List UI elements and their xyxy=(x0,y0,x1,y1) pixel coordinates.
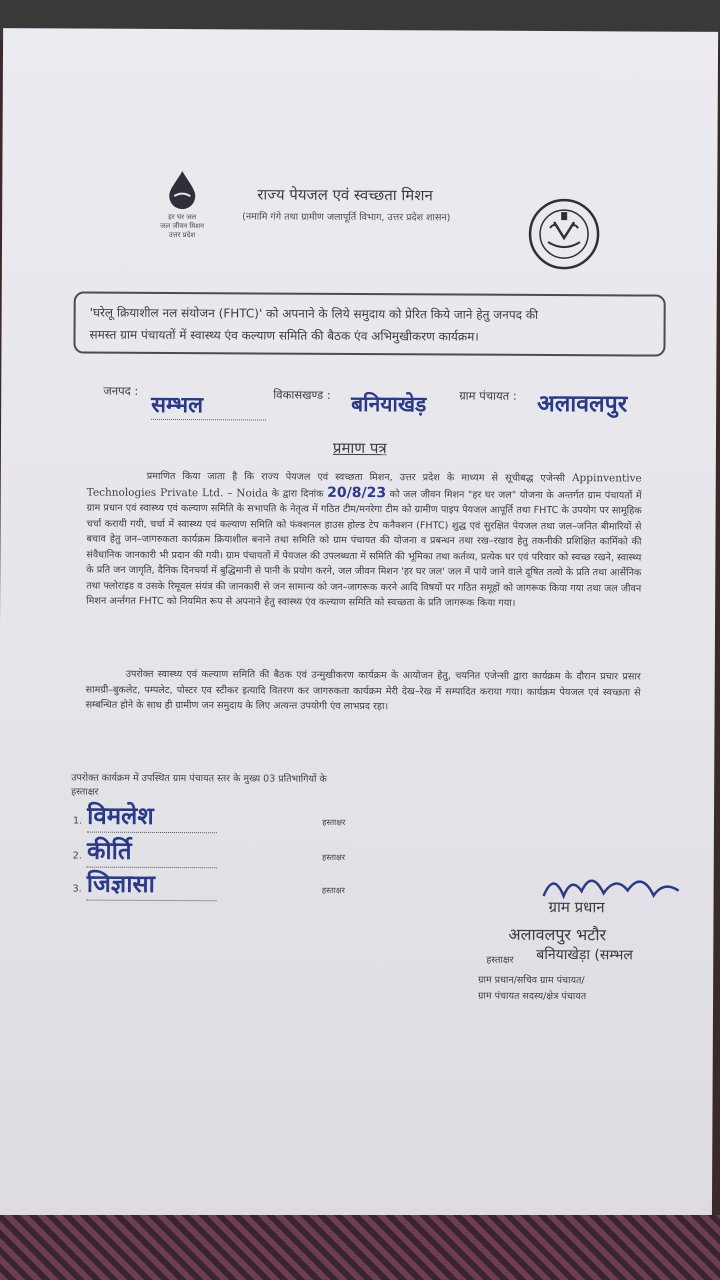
logo-tagline-2: जल जीवन मिशन xyxy=(160,221,205,231)
certificate-title: प्रमाण पत्र xyxy=(332,438,387,458)
participant-number: 2. xyxy=(72,850,82,862)
signatory-sign-label: हस्ताक्षर xyxy=(486,954,514,966)
program-line-2: समस्त ग्राम पंचायतों में स्वास्थ्य एंव कल्याण समिति की बैठक एंव अभिमुखीकरण कार्यक्रम। xyxy=(89,327,479,344)
har-ghar-jal-logo xyxy=(142,169,222,240)
participant-number: 1. xyxy=(72,815,83,827)
mission-subtitle: (नमामि गंगे तथा ग्रामीण जलापूर्ति विभाग, उत्तर प्रदेश शासन) xyxy=(242,211,451,224)
water-drop-icon xyxy=(165,169,199,209)
signatory-role-1: ग्राम प्रधान/सचिव ग्राम पंचायत/ xyxy=(478,974,585,987)
district-label: जनपद : xyxy=(103,383,139,398)
logo-tagline-3: उत्तर प्रदेश xyxy=(168,231,196,240)
up-government-seal-icon xyxy=(528,198,600,270)
village-label: ग्राम पंचायत : xyxy=(459,388,517,403)
participant-sign-label: हस्ताक्षर xyxy=(322,817,346,827)
paragraph-1-part-b: के द्वारा दिनांक xyxy=(271,488,324,500)
program-date: 20/8/23 xyxy=(327,484,387,501)
stamp-line-2: अलावलपुर भटौर xyxy=(508,924,607,945)
participant-row xyxy=(73,799,373,835)
background-carpet xyxy=(0,1215,720,1280)
paragraph-1-part-a: प्रमाणित किया जाता है कि राज्य पेयजल एवं स्वच्छता मिशन, उत्तर प्रदेश के माध्यम से सूचीबद्ध एजेन्सी xyxy=(146,470,565,485)
participants-intro-2: हस्ताक्षर xyxy=(71,786,99,798)
document-page xyxy=(0,28,718,1227)
mission-title: राज्य पेयजल एवं स्वच्छता मिशन xyxy=(257,185,433,205)
program-title-box xyxy=(73,292,665,357)
paragraph-1-part-c: को जल जीवन मिशन "हर घर जल" योजना के अन्तर्गत ग्राम पंचायतों में ग्राम प्रधान एवं स्वास्थ्य एवं कल्याण समिति के सभापति के नेतृत्व में गठित टीम/मनरेगा टीम को ग्रामीण पाइप पेयजल आपूर्ति तथा FHTC के उपयोग पर सामूहिक चर्चा करायी गयी, चर्चा में स्वास्थ्य एवं कल्याण समिति को फंक्शनल हाउस होल्ड टेप कनैक्शन (FHTC) शुद्ध एवं सुरक्षित पेयजल तथा जल–जनित बीमारियों से बचाव हेतु जन–जागरुकता कार्यक्रम क्रियाशील बनाने तथा समिति को ग्राम पंचायत की योजना व प्रबन्धन तथा रख–रखाव हेतु तकनीकी प्रशिक्षित कार्मिको की संवैधानिक जानकारी भी प्रदान की गयी। ग्राम पंचायतों में पेयजल की उपलब्धता में समिति की भूमिका तथा कर्तव्य, प्रत्येक घर एवं परिवार को स्वच्छ रखने, स्वास्थ्य के प्रति जन जागृति, दैनिक दिनचर्या में बुद्धिमानी से पानी के प्रयोग करने, जल जीवन मिशन 'हर घर जल' जल में पाये जाने वाले दूषित तत्वो के प्रति तथा आर्सेनिक तथा फ्लोराइड व उसके रिमूवल संयंत्र की जानकारी से जन सामान्य को जन–जागरूक करने आदि विषयों पर गठित समूहों को जागरूक किया गया तथा जल जीवन मिशन अर्न्तगत FHTC को नियमित रूप से अपनाने हेतु स्वास्थ्य एंव कल्याण समिति को स्वच्छता के प्रति जागरूक किया गया। xyxy=(86,488,642,609)
certificate-paragraph-2: उपरोक्त स्वास्थ्य एवं कल्याण समिति की बैठक एवं उन्मुखीकरण कार्यक्रम के आयोजन हेतु, चयनित एजेन्सी द्वारा कार्यक्रम के दौरान प्रचार प्रसार सामग्री–बुकलेट, पम्पलेट, पोस्टर एव स्टीकर इत्यादि वितरण कर जागरुकता कार्यक्रम मेरी देख–रेख में सम्पादित कराया गया। कार्यक्रम पेयजल एवं स्वच्छता से सम्बन्धित होने के साथ ही ग्रामीण जन समुदाय के लिए अत्यन्त उपयोगी एंव लाभप्रद रहा। xyxy=(85,668,641,713)
participant-row xyxy=(73,867,373,903)
certificate-paragraph-1 xyxy=(86,469,642,612)
agency-name: Appinventive Technologies Private Ltd. – Noida xyxy=(86,472,642,500)
stamp-line-1: ग्राम प्रधान xyxy=(548,898,605,917)
participant-name: जिज्ञासा xyxy=(87,867,217,902)
village-value: अलावलपुर xyxy=(537,390,628,418)
block-label: विकासखण्ड : xyxy=(273,387,331,402)
participants-intro: उपरोक्त कार्यक्रम में उपस्थित ग्राम पंचायत स्तर के मुख्य 03 प्रतिभागियों के xyxy=(71,772,327,785)
participant-number: 3. xyxy=(72,883,82,895)
district-value: सम्भल xyxy=(151,389,266,421)
participant-name: कीर्ति xyxy=(87,834,217,869)
logo-tagline-1: हर घर जल xyxy=(168,213,197,222)
block-value: बनियाखेड़ xyxy=(351,391,427,417)
program-line-1: 'घरेलू क्रियाशील नल संयोजन (FHTC)' को अपनाने के लिये समुदाय को प्रेरित किये जाने हेतु जनपद की xyxy=(89,305,539,322)
stamp-line-3: बनियाखेड़ा (सम्भल xyxy=(536,946,633,964)
participant-sign-label: हस्ताक्षर xyxy=(321,885,345,895)
participant-sign-label: हस्ताक्षर xyxy=(322,852,346,862)
participant-name: विमलेश xyxy=(87,799,217,834)
signatory-role-2: ग्राम पंचायत सदस्य/क्षेत्र पंचायत xyxy=(478,990,587,1003)
participant-row xyxy=(73,834,373,870)
